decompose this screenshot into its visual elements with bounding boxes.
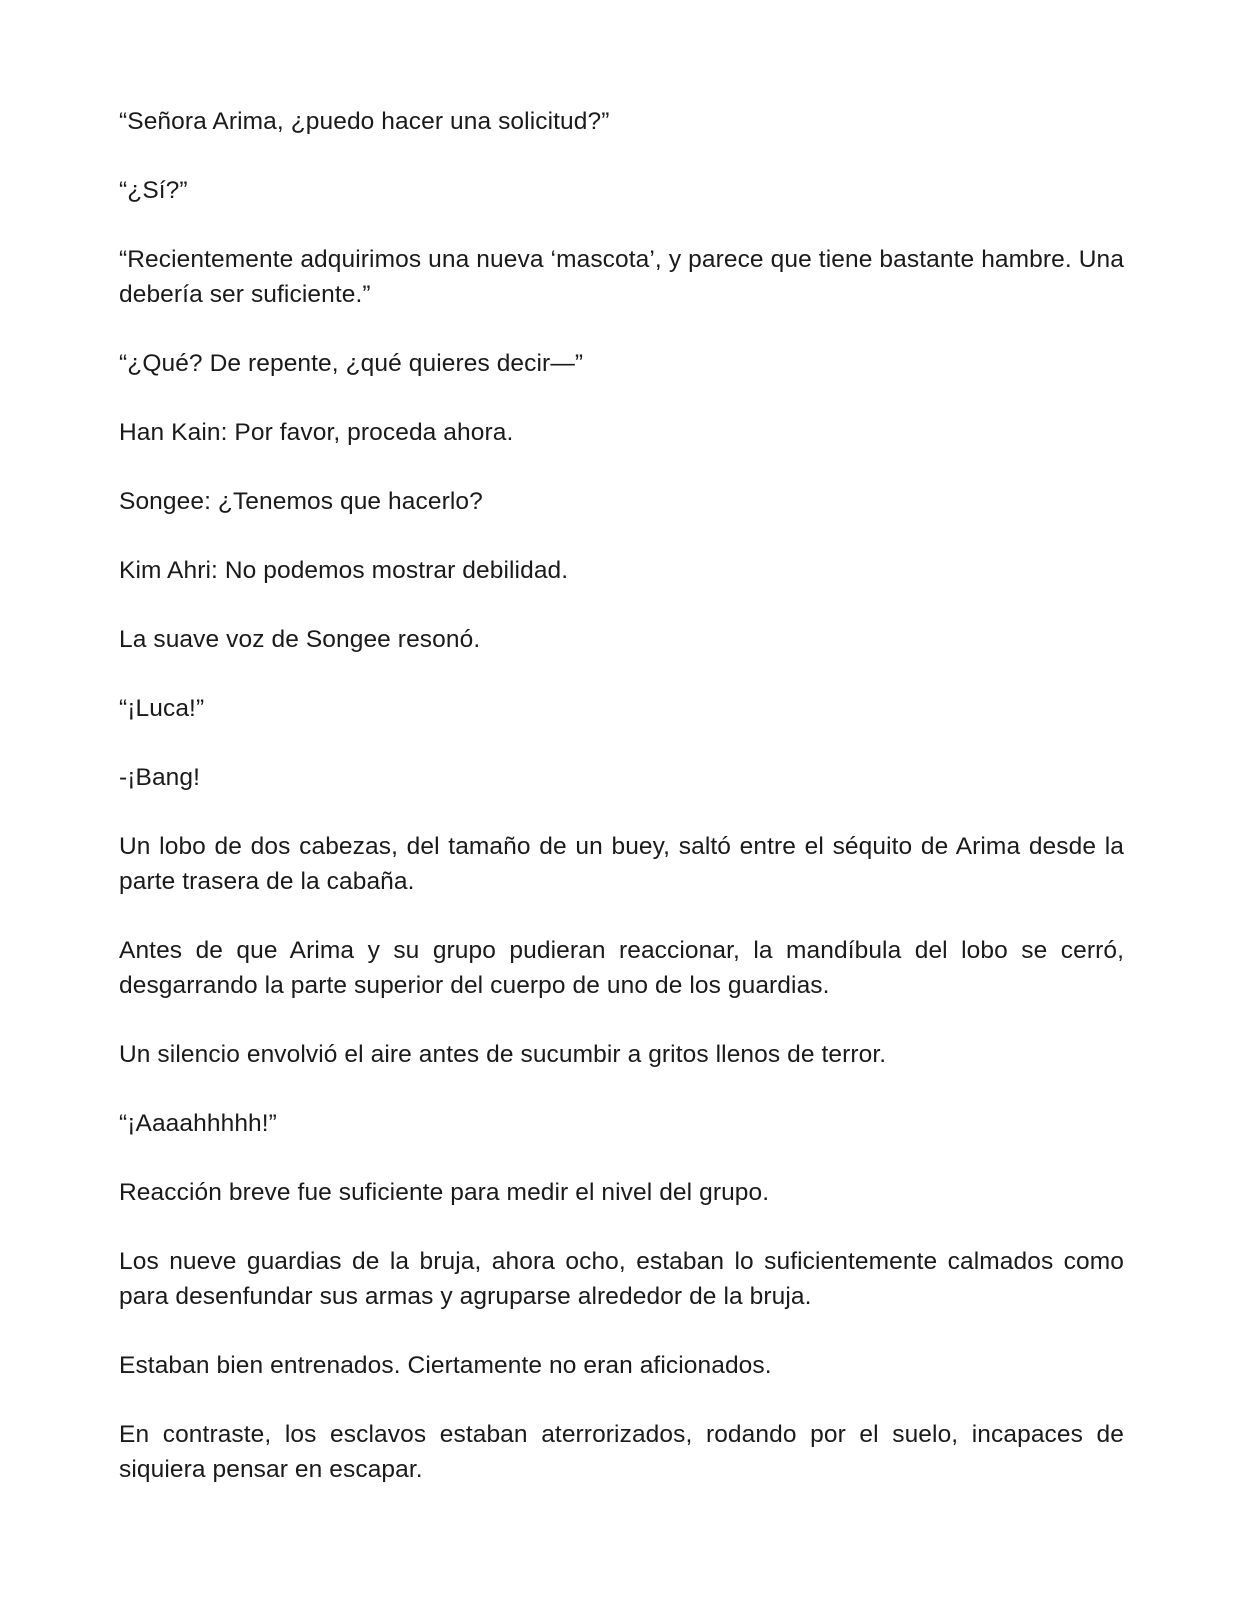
paragraph: “¡Luca!” [119, 695, 205, 722]
paragraph: “¡Aaaahhhhh!” [119, 1110, 277, 1137]
paragraph: La suave voz de Songee resonó. [119, 626, 481, 653]
paragraph: “¿Qué? De repente, ¿qué quieres decir—” [119, 350, 584, 377]
paragraph: Los nueve guardias de la bruja, ahora ocho, estaban lo suficientemente calmados como para desenfundar sus armas y agruparse alrededor de la bruja. [119, 1248, 1124, 1310]
document-page [119, 104, 1124, 1521]
paragraph: En contraste, los esclavos estaban aterrorizados, rodando por el suelo, incapaces de siquiera pensar en escapar. [119, 1421, 1124, 1483]
paragraph: Un silencio envolvió el aire antes de sucumbir a gritos llenos de terror. [119, 1041, 887, 1068]
paragraph: Antes de que Arima y su grupo pudieran reaccionar, la mandíbula del lobo se cerró, desgarrando la parte superior del cuerpo de uno de los guardias. [119, 937, 1124, 999]
paragraph: Reacción breve fue suficiente para medir el nivel del grupo. [119, 1179, 770, 1206]
paragraph: “¿Sí?” [119, 177, 188, 204]
paragraph: “Recientemente adquirimos una nueva ‘mascota’, y parece que tiene bastante hambre. Una debería ser suficiente.” [119, 246, 1124, 308]
paragraph: Han Kain: Por favor, proceda ahora. [119, 419, 514, 446]
paragraph: “Señora Arima, ¿puedo hacer una solicitud?” [119, 108, 610, 135]
paragraph: Songee: ¿Tenemos que hacerlo? [119, 488, 483, 515]
paragraph: -¡Bang! [119, 764, 201, 791]
paragraph: Estaban bien entrenados. Ciertamente no eran aficionados. [119, 1352, 772, 1379]
paragraph: Kim Ahri: No podemos mostrar debilidad. [119, 557, 569, 584]
paragraph: Un lobo de dos cabezas, del tamaño de un buey, saltó entre el séquito de Arima desde la parte trasera de la cabaña. [119, 833, 1124, 895]
